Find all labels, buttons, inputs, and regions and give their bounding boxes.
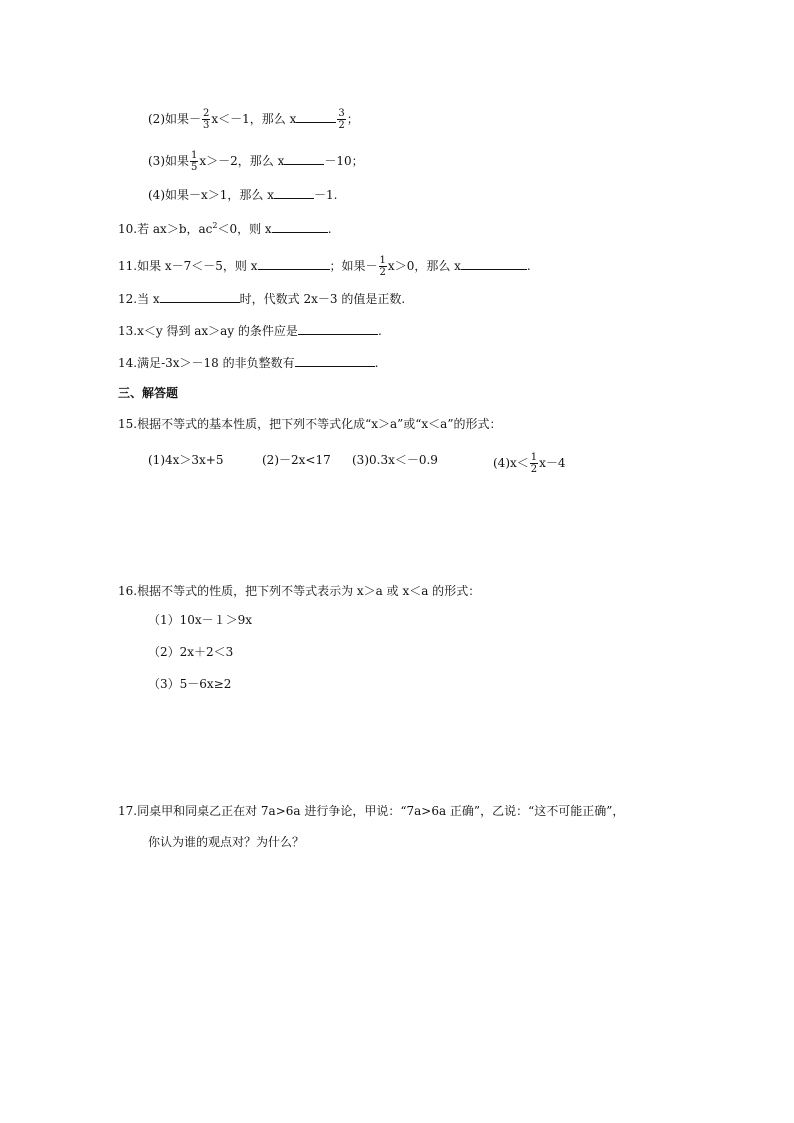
answer-blank[interactable]	[272, 220, 328, 233]
question-11	[118, 255, 531, 278]
q14-end: .	[374, 356, 379, 370]
q9-part2-end: ；	[346, 112, 359, 126]
answer-blank[interactable]	[298, 322, 378, 335]
fraction	[337, 108, 345, 131]
fraction-denominator: 3	[203, 120, 210, 131]
question-15-title: 15.根据不等式的基本性质，把下列不等式化成“x＞a”或“x＜a”的形式：	[118, 417, 502, 431]
fraction-numerator: 1	[379, 255, 386, 266]
question-16-title: 16.根据不等式的性质，把下列不等式表示为 x＞a 或 x＜a 的形式：	[118, 584, 481, 598]
q11-text: 11.如果 x－7＜－5，则 x	[118, 259, 258, 273]
q9-part2	[148, 108, 359, 131]
answer-blank[interactable]	[296, 110, 336, 123]
q16-item-3: （3）5－6x≥2	[148, 677, 232, 691]
fraction-denominator: 2	[530, 464, 538, 475]
q11-end: .	[526, 259, 531, 273]
fraction-numerator: 2	[203, 108, 210, 119]
question-17-line1: 17.同桌甲和同桌乙正在对 7a>6a 进行争论，甲说：“7a>6a 正确”，乙说：“这不可能正确”，	[118, 804, 625, 818]
fraction	[190, 150, 198, 173]
q9-part4-end: －1.	[313, 188, 338, 202]
answer-blank[interactable]	[461, 257, 527, 270]
q11-mid: ；如果－	[329, 259, 378, 273]
answer-blank[interactable]	[274, 186, 314, 199]
fraction-numerator: 3	[338, 108, 345, 119]
superscript: 2	[212, 221, 218, 230]
q9-part4-text: (4)如果－x＞1，那么 x	[148, 188, 274, 202]
question-10	[118, 218, 332, 237]
q12-end: 时，代数式 2x－3 的值是正数.	[239, 292, 406, 306]
q15-item4-suffix: x－4	[539, 456, 566, 470]
q15-item-1: (1)4x＞3x+5	[148, 453, 224, 467]
fraction-denominator: 2	[379, 267, 386, 278]
q9-part2-prefix: (2)如果－	[148, 112, 201, 126]
answer-blank[interactable]	[284, 152, 324, 165]
q9-part3-end: －10；	[324, 154, 364, 168]
q15-item4-prefix: (4)x＜	[493, 456, 529, 470]
question-17-line2: 你认为谁的观点对？为什么？	[148, 835, 305, 849]
question-12	[118, 290, 405, 307]
answer-blank[interactable]	[160, 290, 240, 303]
fraction-numerator: 1	[191, 150, 198, 161]
section-heading: 三、解答题	[118, 386, 179, 400]
q15-item-2: (2)－2x<17	[262, 453, 331, 467]
answer-blank[interactable]	[295, 354, 375, 367]
fraction	[202, 108, 210, 131]
fraction-numerator: 1	[530, 452, 538, 463]
q10-end: .	[327, 222, 332, 236]
fraction-denominator: 2	[338, 120, 345, 131]
answer-blank[interactable]	[258, 257, 330, 270]
q16-item-1: （1）10x－１＞9x	[148, 613, 253, 627]
fraction	[530, 452, 538, 475]
q14-text: 14.满足-3x＞－18 的非负整数有	[118, 356, 295, 370]
q11-text2: x＞0，那么 x	[387, 259, 461, 273]
fraction-denominator: 5	[191, 162, 198, 173]
q16-item-2: （2）2x＋2＜3	[148, 645, 234, 659]
q9-part4	[148, 186, 337, 203]
fraction	[379, 255, 387, 278]
question-14	[118, 354, 378, 371]
q10-text: 10.若 ax＞b，ac	[118, 222, 213, 236]
q9-part3	[148, 150, 364, 173]
q15-item-4	[493, 452, 566, 475]
q12-text: 12.当 x	[118, 292, 160, 306]
q9-part2-text: x＜－1，那么 x	[211, 112, 297, 126]
q9-part3-prefix: (3)如果	[148, 154, 189, 168]
q10-text2: ＜0，则 x	[217, 222, 272, 236]
q15-item-3: (3)0.3x＜－0.9	[352, 453, 438, 467]
q13-end: .	[377, 324, 382, 338]
q9-part3-text: x＞－2，那么 x	[199, 154, 285, 168]
question-13	[118, 322, 382, 339]
q13-text: 13.x＜y 得到 ax＞ay 的条件应是	[118, 324, 298, 338]
